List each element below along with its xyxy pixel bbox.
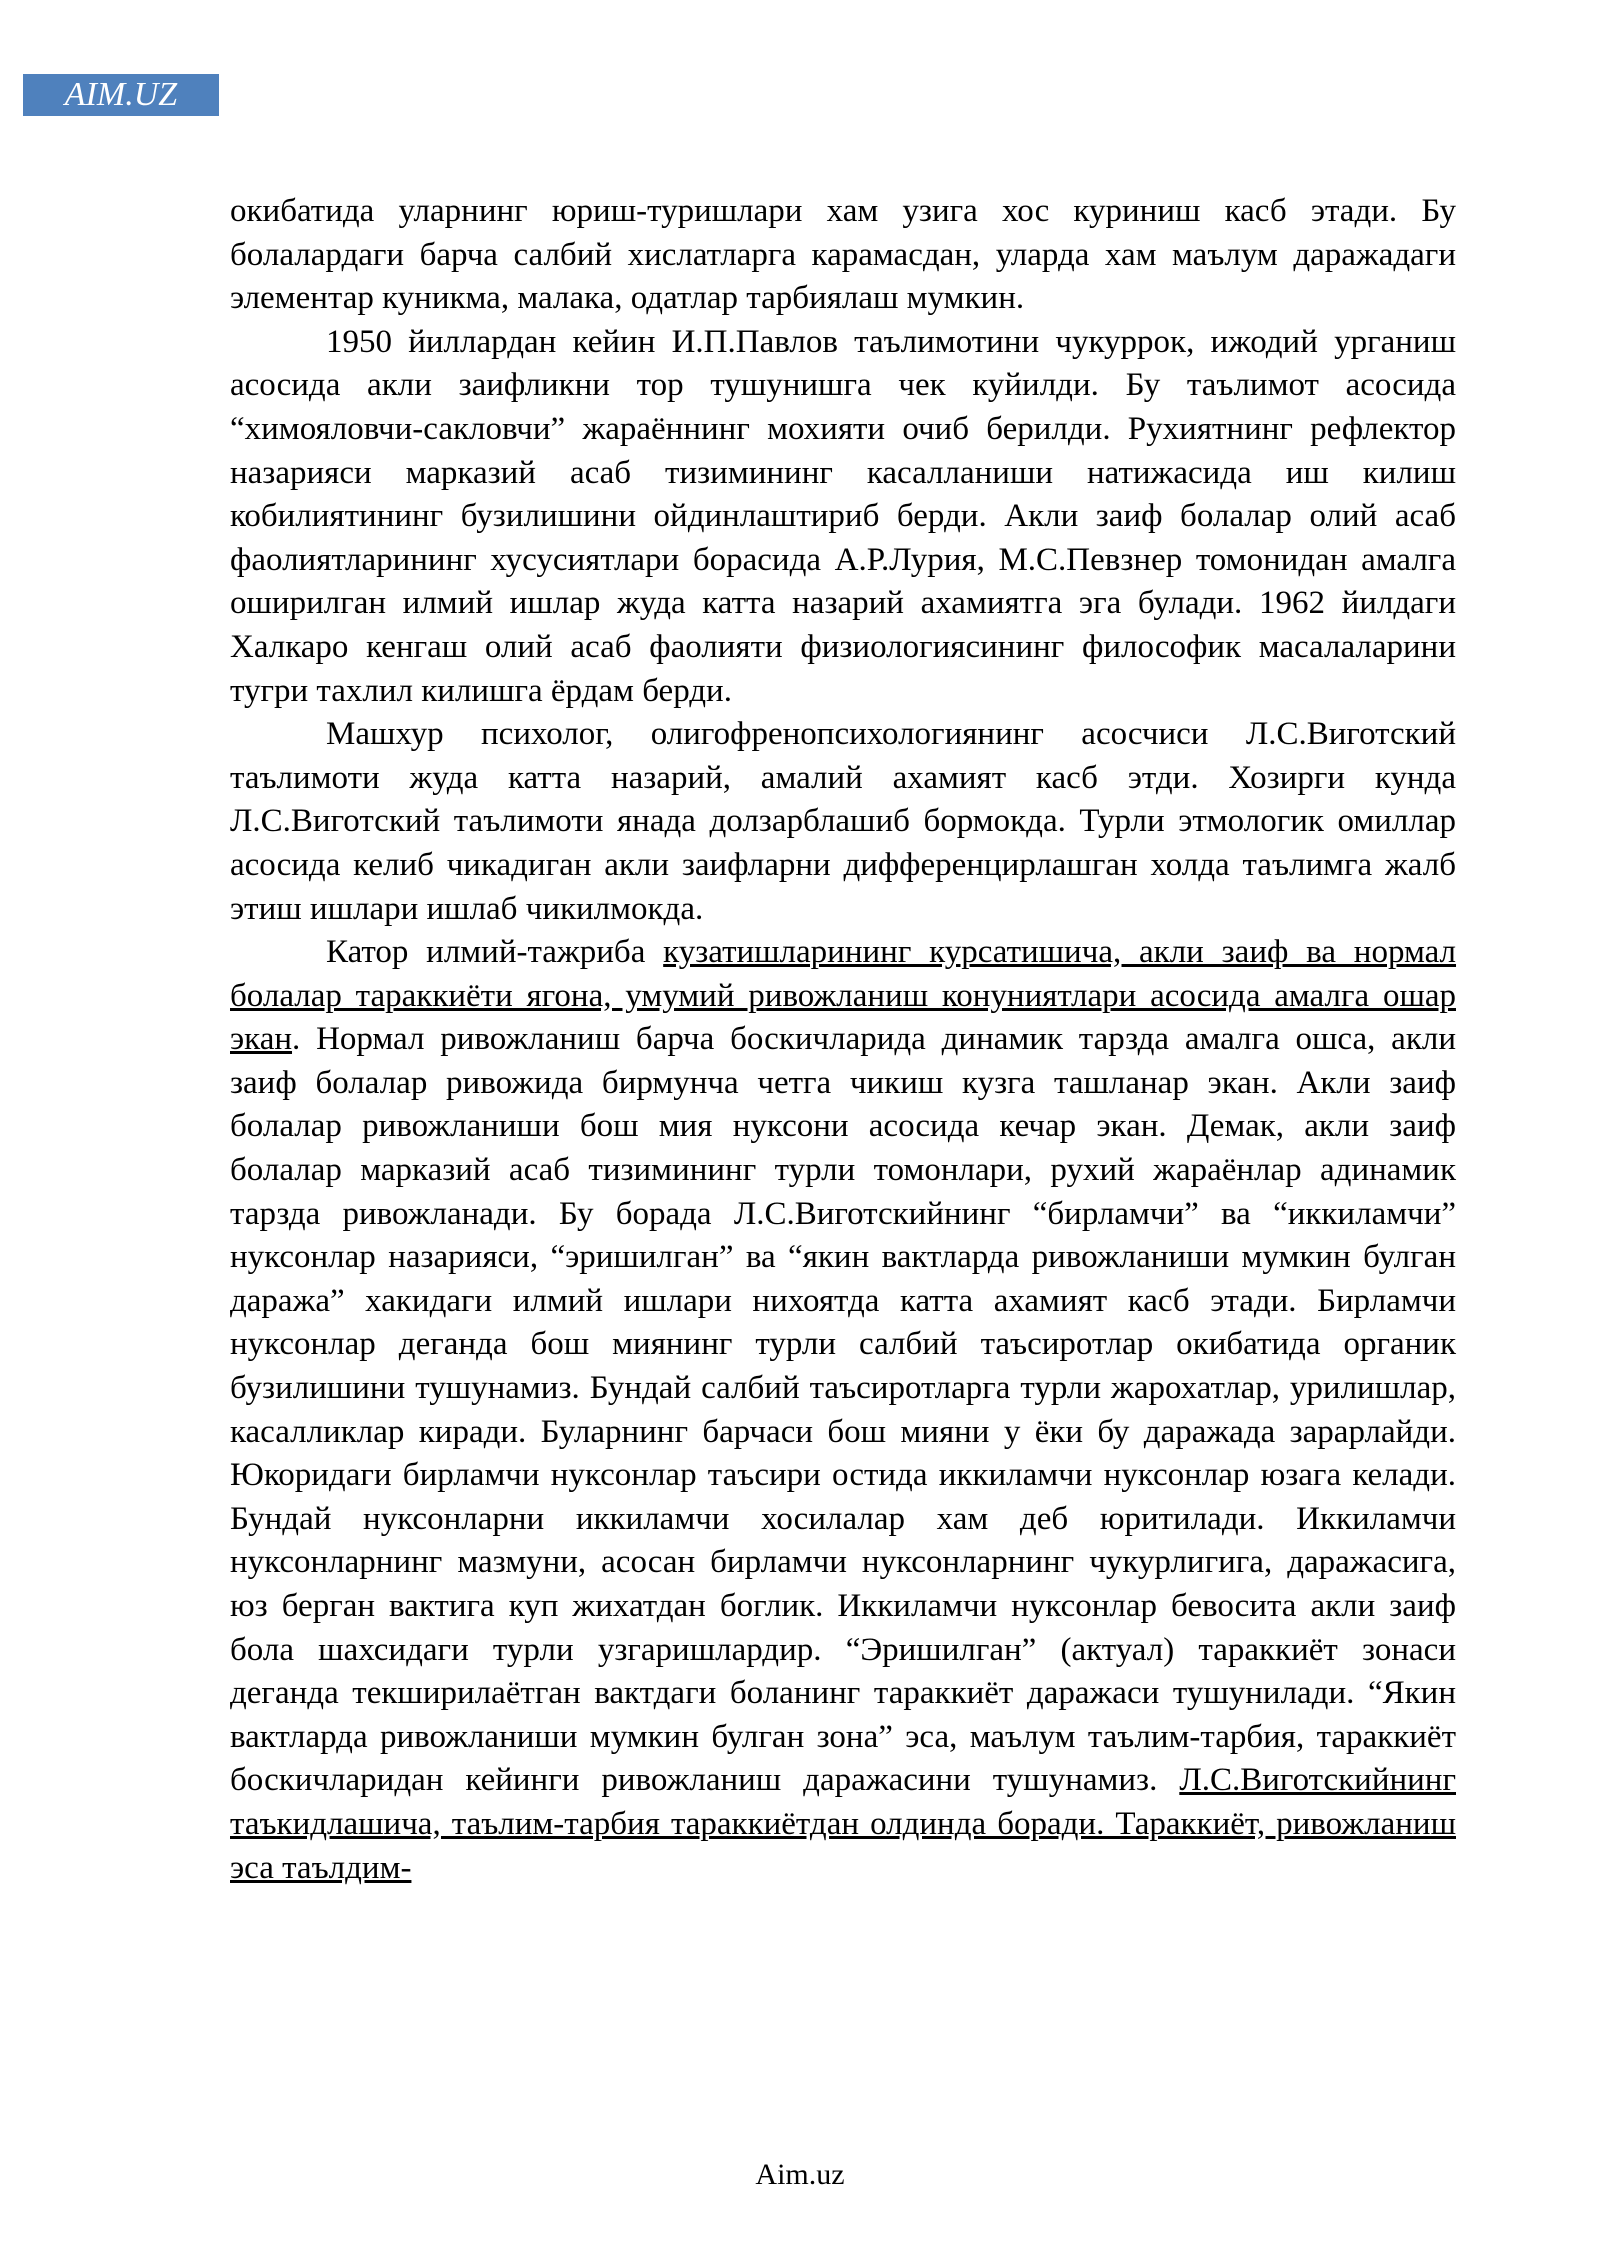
- page-footer: Aim.uz: [755, 2158, 845, 2191]
- paragraph-4-intro: Катор илмий-тажриба: [326, 934, 664, 971]
- paragraph-1: окибатида уларнинг юриш-туришлари хам узига хос куриниш касб этади. Бу болалардаги барча салбий хислатларга карамасдан, уларда хам маълум даражадаги элементар куникма, малака, одатлар тарбиялаш мумкин.: [230, 193, 1456, 317]
- paragraph-3: Машхур психолог, олигофренопсихологиянинг асосчиси Л.С.Виготский таълимоти жуда катта назарий, амалий ахамият касб этди. Хозирги кунда Л.С.Виготский таълимоти янада долзарблашиб бормокда. Турли этмологик омиллар асосида келиб чикадиган акли заифларни дифференцирлашган холда таълимга жалб этиш ишлари ишлаб чикилмокда.: [230, 716, 1456, 927]
- site-logo: AIM.UZ: [23, 74, 219, 116]
- paragraph-4: [230, 931, 1456, 1890]
- paragraph-4-body: . Нормал ривожланиш барча боскичларида динамик тарзда амалга ошса, акли заиф болалар ривожида бирмунча четга чикиш кузга ташланар экан. Акли заиф болалар ривожланиши бош мия нуксони асосида кечар экан. Демак, акли заиф болалар марказий асаб тизимининг турли томонлари, рухий жараёнлар адинамик тарзда ривожланади. Бу борада Л.С.Виготскийнинг “бирламчи” ва “иккиламчи” нуксонлар назарияси, “эришилган” ва “якин вактларда ривожланиши мумкин булган даража” хакидаги илмий ишлари нихоятда катта ахамият касб этади. Бирламчи нуксонлар деганда бош миянинг турли салбий таъсиротлар окибатида органик бузилишини тушунамиз. Бундай салбий таъсиротларга турли жарохатлар, урилишлар, касалликлар киради. Буларнинг барчаси бош мияни у ёки бу даражада зарарлайди. Юкоридаги бирламчи нуксонлар таъсири остида иккиламчи нуксонлар юзага келади. Бундай нуксонларни иккиламчи хосилалар хам деб юритилади. Иккиламчи нуксонларнинг мазмуни, асосан бирламчи нуксонларнинг чукурлигига, даражасига, юз берган вактига куп жихатдан боглик. Иккиламчи нуксонлар бевосита акли заиф бола шахсидаги турли узгаришлардир. “Эришилган” (актуал) тараккиёт зонаси деганда текширилаётган вактдаги боланинг тараккиёт даражаси тушунилади. “Якин вактларда ривожланиши мумкин булган зона” эса, маълум таълим-тарбия, тараккиёт боскичларидан кейинги ривожланиш даражасини тушунамиз.: [230, 1021, 1456, 1799]
- document-body: [230, 190, 1456, 1890]
- underlined-passage-2: Л.С.Виготскийнинг таъкидлашича, таълим-тарбия тараккиётдан олдинда боради. Тараккиёт, ривожланиш эса таълдим-: [230, 1762, 1456, 1886]
- paragraph-2: 1950 йиллардан кейин И.П.Павлов таълимотини чукуррок, ижодий урганиш асосида акли заифликни тор тушунишга чек куйилди. Бу таълимот асосида “химояловчи-сакловчи” жараённинг мохияти очиб берилди. Рухиятнинг рефлектор назарияси марказий асаб тизимининг касалланиши натижасида иш килиш кобилиятининг бузилишини ойдинлаштириб берди. Акли заиф болалар олий асаб фаолиятларининг хусусиятлари борасида А.Р.Лурия, М.С.Певзнер томонидан амалга оширилган илмий ишлар жуда катта назарий ахамиятга эга булади. 1962 йилдаги Халкаро кенгаш олий асаб фаолияти физиологиясининг философик масалаларини тугри тахлил килишга ёрдам берди.: [230, 323, 1456, 709]
- underlined-passage-1: кузатишларининг курсатишича, акли заиф ва нормал болалар тараккиёти ягона, умумий ривожланиш конуниятлари асосида амалга ошар экан: [230, 934, 1457, 1058]
